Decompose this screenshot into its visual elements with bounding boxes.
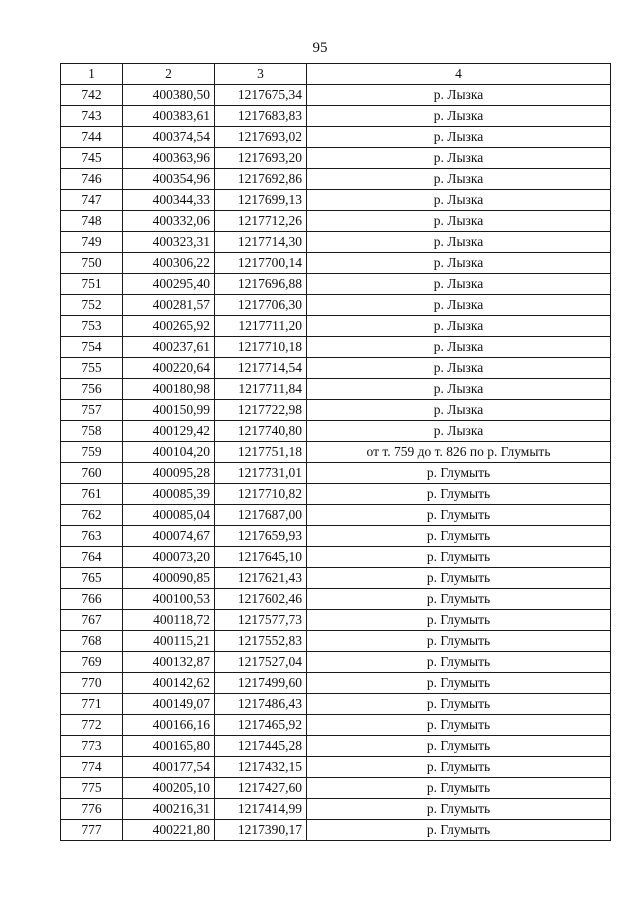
table-row <box>61 232 611 253</box>
y-coordinate-cell: 1217722,98 <box>215 400 307 421</box>
x-coordinate-cell: 400220,64 <box>123 358 215 379</box>
x-coordinate-cell: 400354,96 <box>123 169 215 190</box>
x-coordinate-cell: 400100,53 <box>123 589 215 610</box>
description-cell: р. Лызка <box>307 274 611 295</box>
table-row <box>61 442 611 463</box>
table-row <box>61 484 611 505</box>
x-coordinate-cell: 400265,92 <box>123 316 215 337</box>
table-body <box>61 85 611 841</box>
point-number-cell: 748 <box>61 211 123 232</box>
description-cell: р. Лызка <box>307 421 611 442</box>
table-row <box>61 589 611 610</box>
y-coordinate-cell: 1217711,20 <box>215 316 307 337</box>
description-cell: р. Лызка <box>307 85 611 106</box>
table-row <box>61 505 611 526</box>
point-number-cell: 766 <box>61 589 123 610</box>
table-row <box>61 694 611 715</box>
x-coordinate-cell: 400149,07 <box>123 694 215 715</box>
description-cell: р. Глумыть <box>307 778 611 799</box>
y-coordinate-cell: 1217696,88 <box>215 274 307 295</box>
header-row <box>61 64 611 85</box>
y-coordinate-cell: 1217710,18 <box>215 337 307 358</box>
y-coordinate-cell: 1217445,28 <box>215 736 307 757</box>
y-coordinate-cell: 1217710,82 <box>215 484 307 505</box>
x-coordinate-cell: 400216,31 <box>123 799 215 820</box>
x-coordinate-cell: 400150,99 <box>123 400 215 421</box>
table-row <box>61 736 611 757</box>
point-number-cell: 746 <box>61 169 123 190</box>
y-coordinate-cell: 1217751,18 <box>215 442 307 463</box>
x-coordinate-cell: 400205,10 <box>123 778 215 799</box>
y-coordinate-cell: 1217527,04 <box>215 652 307 673</box>
table-row <box>61 106 611 127</box>
description-cell: р. Лызка <box>307 316 611 337</box>
x-coordinate-cell: 400090,85 <box>123 568 215 589</box>
table-row <box>61 820 611 841</box>
point-number-cell: 744 <box>61 127 123 148</box>
point-number-cell: 762 <box>61 505 123 526</box>
point-number-cell: 753 <box>61 316 123 337</box>
y-coordinate-cell: 1217700,14 <box>215 253 307 274</box>
y-coordinate-cell: 1217714,54 <box>215 358 307 379</box>
x-coordinate-cell: 400344,33 <box>123 190 215 211</box>
x-coordinate-cell: 400085,04 <box>123 505 215 526</box>
description-cell: р. Глумыть <box>307 757 611 778</box>
table-row <box>61 463 611 484</box>
description-cell: от т. 759 до т. 826 по р. Глумыть <box>307 442 611 463</box>
x-coordinate-cell: 400166,16 <box>123 715 215 736</box>
table-row <box>61 211 611 232</box>
point-number-cell: 767 <box>61 610 123 631</box>
point-number-cell: 765 <box>61 568 123 589</box>
point-number-cell: 751 <box>61 274 123 295</box>
point-number-cell: 745 <box>61 148 123 169</box>
point-number-cell: 774 <box>61 757 123 778</box>
point-number-cell: 772 <box>61 715 123 736</box>
table-row <box>61 85 611 106</box>
table-row <box>61 799 611 820</box>
description-cell: р. Лызка <box>307 169 611 190</box>
y-coordinate-cell: 1217692,86 <box>215 169 307 190</box>
y-coordinate-cell: 1217711,84 <box>215 379 307 400</box>
y-coordinate-cell: 1217432,15 <box>215 757 307 778</box>
table-row <box>61 358 611 379</box>
table-row <box>61 253 611 274</box>
point-number-cell: 768 <box>61 631 123 652</box>
table-row <box>61 568 611 589</box>
description-cell: р. Глумыть <box>307 484 611 505</box>
point-number-cell: 742 <box>61 85 123 106</box>
point-number-cell: 755 <box>61 358 123 379</box>
point-number-cell: 775 <box>61 778 123 799</box>
table-row <box>61 127 611 148</box>
description-cell: р. Глумыть <box>307 673 611 694</box>
table-row <box>61 715 611 736</box>
y-coordinate-cell: 1217552,83 <box>215 631 307 652</box>
x-coordinate-cell: 400306,22 <box>123 253 215 274</box>
header-cell-y: 3 <box>215 64 307 85</box>
y-coordinate-cell: 1217602,46 <box>215 589 307 610</box>
description-cell: р. Лызка <box>307 253 611 274</box>
table-row <box>61 526 611 547</box>
table-row <box>61 421 611 442</box>
x-coordinate-cell: 400165,80 <box>123 736 215 757</box>
y-coordinate-cell: 1217712,26 <box>215 211 307 232</box>
description-cell: р. Глумыть <box>307 547 611 568</box>
point-number-cell: 763 <box>61 526 123 547</box>
description-cell: р. Глумыть <box>307 736 611 757</box>
description-cell: р. Лызка <box>307 211 611 232</box>
y-coordinate-cell: 1217699,13 <box>215 190 307 211</box>
point-number-cell: 770 <box>61 673 123 694</box>
point-number-cell: 747 <box>61 190 123 211</box>
table-row <box>61 400 611 421</box>
x-coordinate-cell: 400118,72 <box>123 610 215 631</box>
description-cell: р. Лызка <box>307 400 611 421</box>
y-coordinate-cell: 1217427,60 <box>215 778 307 799</box>
x-coordinate-cell: 400221,80 <box>123 820 215 841</box>
header-cell-point: 1 <box>61 64 123 85</box>
x-coordinate-cell: 400177,54 <box>123 757 215 778</box>
x-coordinate-cell: 400323,31 <box>123 232 215 253</box>
y-coordinate-cell: 1217390,17 <box>215 820 307 841</box>
description-cell: р. Лызка <box>307 148 611 169</box>
y-coordinate-cell: 1217486,43 <box>215 694 307 715</box>
table-row <box>61 316 611 337</box>
table-row <box>61 379 611 400</box>
x-coordinate-cell: 400380,50 <box>123 85 215 106</box>
point-number-cell: 773 <box>61 736 123 757</box>
x-coordinate-cell: 400132,87 <box>123 652 215 673</box>
y-coordinate-cell: 1217706,30 <box>215 295 307 316</box>
description-cell: р. Глумыть <box>307 589 611 610</box>
y-coordinate-cell: 1217731,01 <box>215 463 307 484</box>
x-coordinate-cell: 400180,98 <box>123 379 215 400</box>
y-coordinate-cell: 1217465,92 <box>215 715 307 736</box>
y-coordinate-cell: 1217675,34 <box>215 85 307 106</box>
x-coordinate-cell: 400281,57 <box>123 295 215 316</box>
header-cell-description: 4 <box>307 64 611 85</box>
description-cell: р. Глумыть <box>307 652 611 673</box>
x-coordinate-cell: 400332,06 <box>123 211 215 232</box>
point-number-cell: 750 <box>61 253 123 274</box>
description-cell: р. Лызка <box>307 358 611 379</box>
table-row <box>61 295 611 316</box>
table-row <box>61 610 611 631</box>
description-cell: р. Лызка <box>307 379 611 400</box>
description-cell: р. Лызка <box>307 190 611 211</box>
table-row <box>61 190 611 211</box>
description-cell: р. Глумыть <box>307 526 611 547</box>
x-coordinate-cell: 400374,54 <box>123 127 215 148</box>
x-coordinate-cell: 400074,67 <box>123 526 215 547</box>
x-coordinate-cell: 400095,28 <box>123 463 215 484</box>
y-coordinate-cell: 1217693,02 <box>215 127 307 148</box>
point-number-cell: 769 <box>61 652 123 673</box>
table-row <box>61 673 611 694</box>
table-row <box>61 148 611 169</box>
y-coordinate-cell: 1217621,43 <box>215 568 307 589</box>
point-number-cell: 758 <box>61 421 123 442</box>
description-cell: р. Лызка <box>307 127 611 148</box>
y-coordinate-cell: 1217499,60 <box>215 673 307 694</box>
x-coordinate-cell: 400129,42 <box>123 421 215 442</box>
x-coordinate-cell: 400073,20 <box>123 547 215 568</box>
description-cell: р. Глумыть <box>307 631 611 652</box>
point-number-cell: 760 <box>61 463 123 484</box>
y-coordinate-cell: 1217414,99 <box>215 799 307 820</box>
x-coordinate-cell: 400237,61 <box>123 337 215 358</box>
point-number-cell: 754 <box>61 337 123 358</box>
point-number-cell: 757 <box>61 400 123 421</box>
table-row <box>61 757 611 778</box>
x-coordinate-cell: 400363,96 <box>123 148 215 169</box>
description-cell: р. Лызка <box>307 337 611 358</box>
point-number-cell: 771 <box>61 694 123 715</box>
point-number-cell: 752 <box>61 295 123 316</box>
y-coordinate-cell: 1217693,20 <box>215 148 307 169</box>
point-number-cell: 761 <box>61 484 123 505</box>
y-coordinate-cell: 1217683,83 <box>215 106 307 127</box>
point-number-cell: 749 <box>61 232 123 253</box>
y-coordinate-cell: 1217577,73 <box>215 610 307 631</box>
x-coordinate-cell: 400383,61 <box>123 106 215 127</box>
table-row <box>61 547 611 568</box>
x-coordinate-cell: 400115,21 <box>123 631 215 652</box>
table-row <box>61 631 611 652</box>
point-number-cell: 743 <box>61 106 123 127</box>
x-coordinate-cell: 400295,40 <box>123 274 215 295</box>
description-cell: р. Лызка <box>307 106 611 127</box>
description-cell: р. Глумыть <box>307 463 611 484</box>
description-cell: р. Глумыть <box>307 799 611 820</box>
table-header <box>61 64 611 85</box>
table-row <box>61 274 611 295</box>
x-coordinate-cell: 400104,20 <box>123 442 215 463</box>
point-number-cell: 776 <box>61 799 123 820</box>
y-coordinate-cell: 1217714,30 <box>215 232 307 253</box>
y-coordinate-cell: 1217687,00 <box>215 505 307 526</box>
point-number-cell: 756 <box>61 379 123 400</box>
description-cell: р. Лызка <box>307 295 611 316</box>
description-cell: р. Глумыть <box>307 820 611 841</box>
x-coordinate-cell: 400085,39 <box>123 484 215 505</box>
x-coordinate-cell: 400142,62 <box>123 673 215 694</box>
description-cell: р. Глумыть <box>307 610 611 631</box>
point-number-cell: 759 <box>61 442 123 463</box>
page-number: 95 <box>312 40 328 56</box>
point-number-cell: 764 <box>61 547 123 568</box>
y-coordinate-cell: 1217645,10 <box>215 547 307 568</box>
description-cell: р. Глумыть <box>307 505 611 526</box>
table-row <box>61 778 611 799</box>
description-cell: р. Глумыть <box>307 715 611 736</box>
header-cell-x: 2 <box>123 64 215 85</box>
description-cell: р. Глумыть <box>307 694 611 715</box>
point-number-cell: 777 <box>61 820 123 841</box>
description-cell: р. Лызка <box>307 232 611 253</box>
table-row <box>61 169 611 190</box>
y-coordinate-cell: 1217740,80 <box>215 421 307 442</box>
coordinates-table <box>60 63 611 841</box>
y-coordinate-cell: 1217659,93 <box>215 526 307 547</box>
table-row <box>61 652 611 673</box>
table-row <box>61 337 611 358</box>
description-cell: р. Глумыть <box>307 568 611 589</box>
